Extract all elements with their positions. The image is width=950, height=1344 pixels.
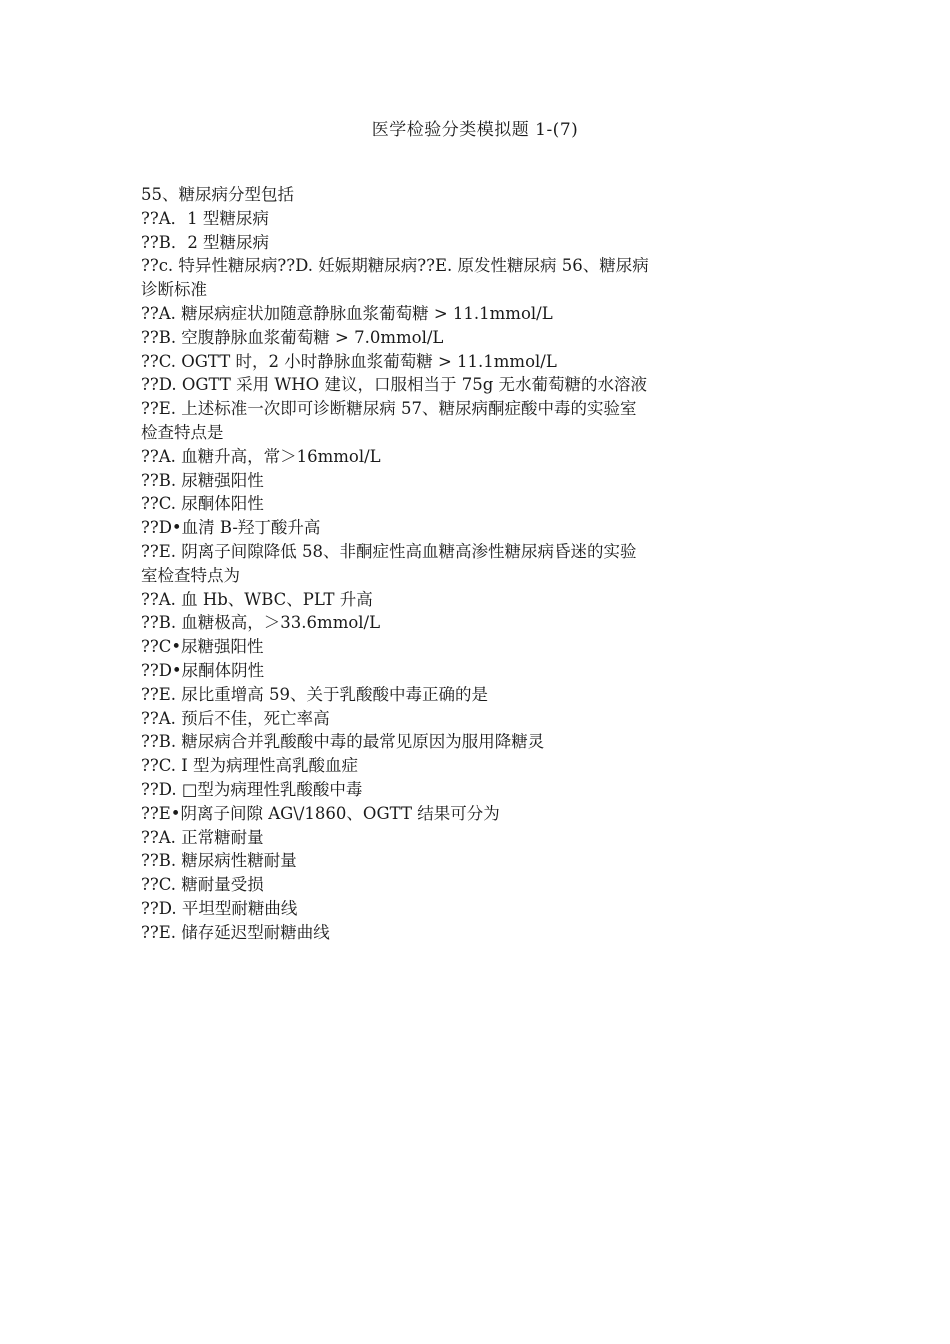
text-line: ??E•阴离子间隙 AG\/1860、OGTT 结果可分为 [141, 803, 500, 823]
text-line: 55、糖尿病分型包括 [141, 185, 294, 204]
text-line: 诊断标准 [141, 280, 207, 300]
text-line: ??C. 尿酮体阳性 [141, 494, 264, 514]
text-line: ??A. 血糖升高，常＞16mmol/L [141, 446, 381, 466]
text-line: ??D•血清 B-羟丁酸升高 [141, 518, 321, 538]
text-line: ??c. 特异性糖尿病??D. 妊娠期糖尿病??E. 原发性糖尿病 56、糖尿病 [141, 256, 649, 276]
document-title: 医学检验分类模拟题 1-(7) [371, 120, 579, 140]
text-line: ??A. 正常糖耐量 [141, 827, 264, 847]
text-line: 检查特点是 [141, 422, 224, 442]
text-line: ??A. 糖尿病症状加随意静脉血浆葡萄糖 > 11.1mmol/L [141, 303, 553, 323]
text-line: ??A. 预后不佳，死亡率高 [141, 708, 330, 728]
text-line: ??E. 上述标准一次即可诊断糖尿病 57、糖尿病酮症酸中毒的实验室 [141, 399, 637, 419]
text-line: ??E. 阴离子间隙降低 58、非酮症性高血糖高渗性糖尿病昏迷的实验 [141, 541, 637, 561]
text-line: ??B. 空腹静脉血浆葡萄糖 > 7.0mmol/L [141, 327, 444, 347]
text-line: ??B. 血糖极高，＞33.6mmol/L [141, 613, 381, 633]
text-line: ??D. 平坦型耐糖曲线 [141, 898, 298, 918]
text-line: ??B. 糖尿病合并乳酸酸中毒的最常见原因为服用降糖灵 [141, 732, 545, 752]
text-line: ??B．2 型糖尿病 [141, 232, 270, 252]
text-line: ??C. OGTT 时，2 小时静脉血浆葡萄糖 > 11.1mmol/L [141, 351, 557, 371]
text-line: ??D. □型为病理性乳酸酸中毒 [141, 779, 363, 799]
text-line: ??C. 糖耐量受损 [141, 875, 264, 895]
text-line: ??C•尿糖强阳性 [141, 637, 264, 657]
text-line: ??E. 储存延迟型耐糖曲线 [141, 922, 330, 942]
text-line: 室检查特点为 [141, 565, 240, 585]
text-line: ??D•尿酮体阴性 [141, 660, 265, 680]
document-body [141, 183, 711, 945]
text-line: ??B. 尿糖强阳性 [141, 470, 264, 490]
text-line: ??D. OGTT 采用 WHO 建议，口服相当于 75g 无水葡萄糖的水溶液 [141, 375, 648, 395]
text-line: ??A．1 型糖尿病 [141, 208, 269, 228]
text-line: ??A. 血 Hb、WBC、PLT 升高 [141, 589, 373, 609]
text-line: ??C. I 型为病理性高乳酸血症 [141, 756, 358, 776]
text-line: ??B. 糖尿病性糖耐量 [141, 851, 297, 871]
text-line: ??E. 尿比重增高 59、关于乳酸酸中毒正确的是 [141, 684, 488, 704]
